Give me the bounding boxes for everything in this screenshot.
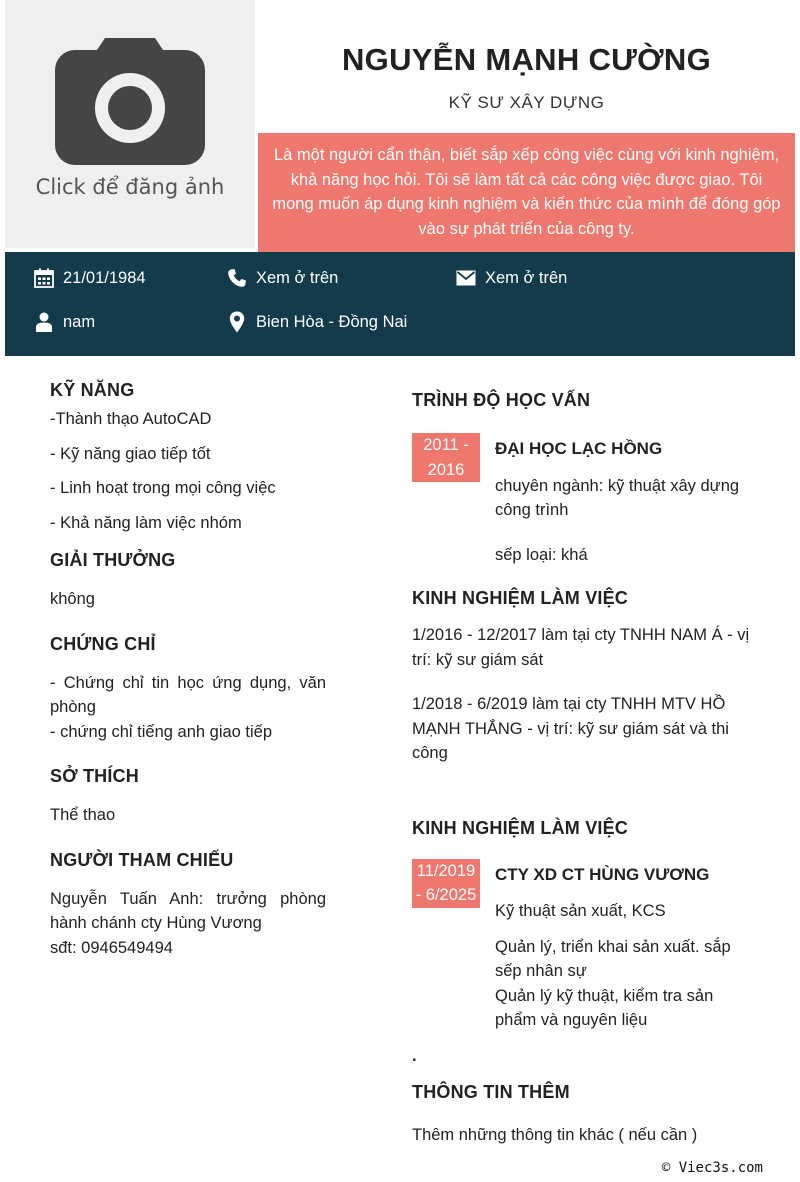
user-icon: [33, 311, 55, 333]
address-item: [226, 310, 407, 334]
certificate-item: - chứng chỉ tiếng anh giao tiếp: [50, 722, 273, 741]
reference-text: Nguyễn Tuấn Anh: trưởng phòng hành chánh cty Hùng Vương: [50, 889, 326, 932]
experience-entry: [412, 859, 757, 1065]
phone-icon: [226, 267, 248, 289]
reference-title: NGƯỜI THAM CHIẾU: [50, 849, 234, 870]
email-icon: [455, 267, 477, 289]
experience-duty: Quản lý, triển khai sản xuất. sắp sếp nhân sự: [495, 937, 731, 980]
hobbies-title: SỞ THÍCH: [50, 766, 139, 786]
email-item: [455, 266, 567, 290]
photo-caption: Click để đăng ảnh: [35, 175, 225, 199]
extra-title: THÔNG TIN THÊM: [412, 1081, 570, 1102]
company-name: CTY XD CT HÙNG VƯƠNG: [495, 864, 710, 884]
experience-role: Kỹ thuật sản xuất, KCS: [495, 902, 666, 920]
email-value: Xem ở trên: [485, 268, 568, 287]
skill-item: - Khả năng làm việc nhóm: [50, 513, 242, 532]
awards-text: không: [50, 590, 95, 608]
contact-info-bar: [5, 252, 795, 356]
hobbies-text: Thể thao: [50, 806, 116, 824]
photo-upload[interactable]: [5, 0, 255, 248]
summary-box: Là một người cẩn thận, biết sắp xếp công việc cùng với kinh nghiệm, khả năng học hỏi. Tôi sẽ làm tất cả các công việc được giao. Tôi mong muốn áp dụng kinh nghiệm và kiến thức của mình để đóng góp vào sự phát triển của công ty.: [258, 133, 795, 252]
candidate-name: NGUYỄN MẠNH CƯỜNG: [342, 42, 711, 77]
certificate-item: - Chứng chỉ tin học ứng dụng, văn phòng: [50, 673, 326, 716]
experience-item: 1/2016 - 12/2017 làm tại cty TNHH NAM Á - vị trí: kỹ sư giám sát: [412, 626, 750, 669]
education-title: TRÌNH ĐỘ HỌC VẤN: [412, 390, 591, 410]
skill-item: - Kỹ năng giao tiếp tốt: [50, 444, 211, 463]
experience-title-2: KINH NGHIỆM LÀM VIỆC: [412, 817, 629, 838]
school-name: ĐẠI HỌC LẠC HỒNG: [495, 439, 663, 458]
birthday-item: [33, 266, 146, 290]
job-title: KỸ SƯ XÂY DỰNG: [448, 93, 605, 112]
extra-text: Thêm những thông tin khác ( nếu cần ): [412, 1125, 698, 1144]
phone-value: Xem ở trên: [256, 268, 339, 287]
birthday-value: 21/01/1984: [63, 268, 146, 287]
education-entry: [412, 433, 757, 583]
skills-list: [50, 407, 326, 535]
awards-title: GIẢI THƯỞNG: [50, 550, 176, 570]
experience-duty: Quản lý kỹ thuật, kiểm tra sản phẩm và nguyên liệu: [495, 986, 714, 1029]
skill-item: - Linh hoạt trong mọi công việc: [50, 479, 276, 497]
certificates-title: CHỨNG CHỈ: [50, 633, 156, 654]
gender-item: [33, 310, 95, 334]
left-column: [50, 380, 326, 960]
copyright-footer: © Viec3s.com: [661, 1160, 763, 1176]
phone-item: [226, 266, 338, 290]
camera-icon: [5, 0, 255, 175]
gender-value: nam: [63, 312, 96, 331]
education-period-badge: 2011 - 2016: [412, 433, 480, 482]
separator-dot: .: [412, 1046, 417, 1065]
address-value: Bien Hòa - Đồng Nai: [256, 312, 408, 331]
calendar-icon: [33, 267, 55, 289]
education-major: chuyên ngành: kỹ thuật xây dựng công trình: [495, 476, 740, 519]
experience-item: 1/2018 - 6/2019 làm tại cty TNHH MTV HỒ MẠNH THẮNG - vị trí: kỹ sư giám sát và thi công: [412, 695, 729, 762]
reference-phone: sđt: 0946549494: [50, 938, 173, 957]
location-pin-icon: [226, 311, 248, 333]
experience-period-badge: 11/2019 - 6/2025: [412, 859, 480, 908]
right-column: [412, 390, 757, 1147]
skill-item: -Thành thạo AutoCAD: [50, 410, 212, 428]
skills-title: KỸ NĂNG: [50, 380, 135, 400]
education-grade: sếp loại: khá: [495, 545, 588, 564]
experience-title: KINH NGHIỆM LÀM VIỆC: [412, 588, 629, 608]
